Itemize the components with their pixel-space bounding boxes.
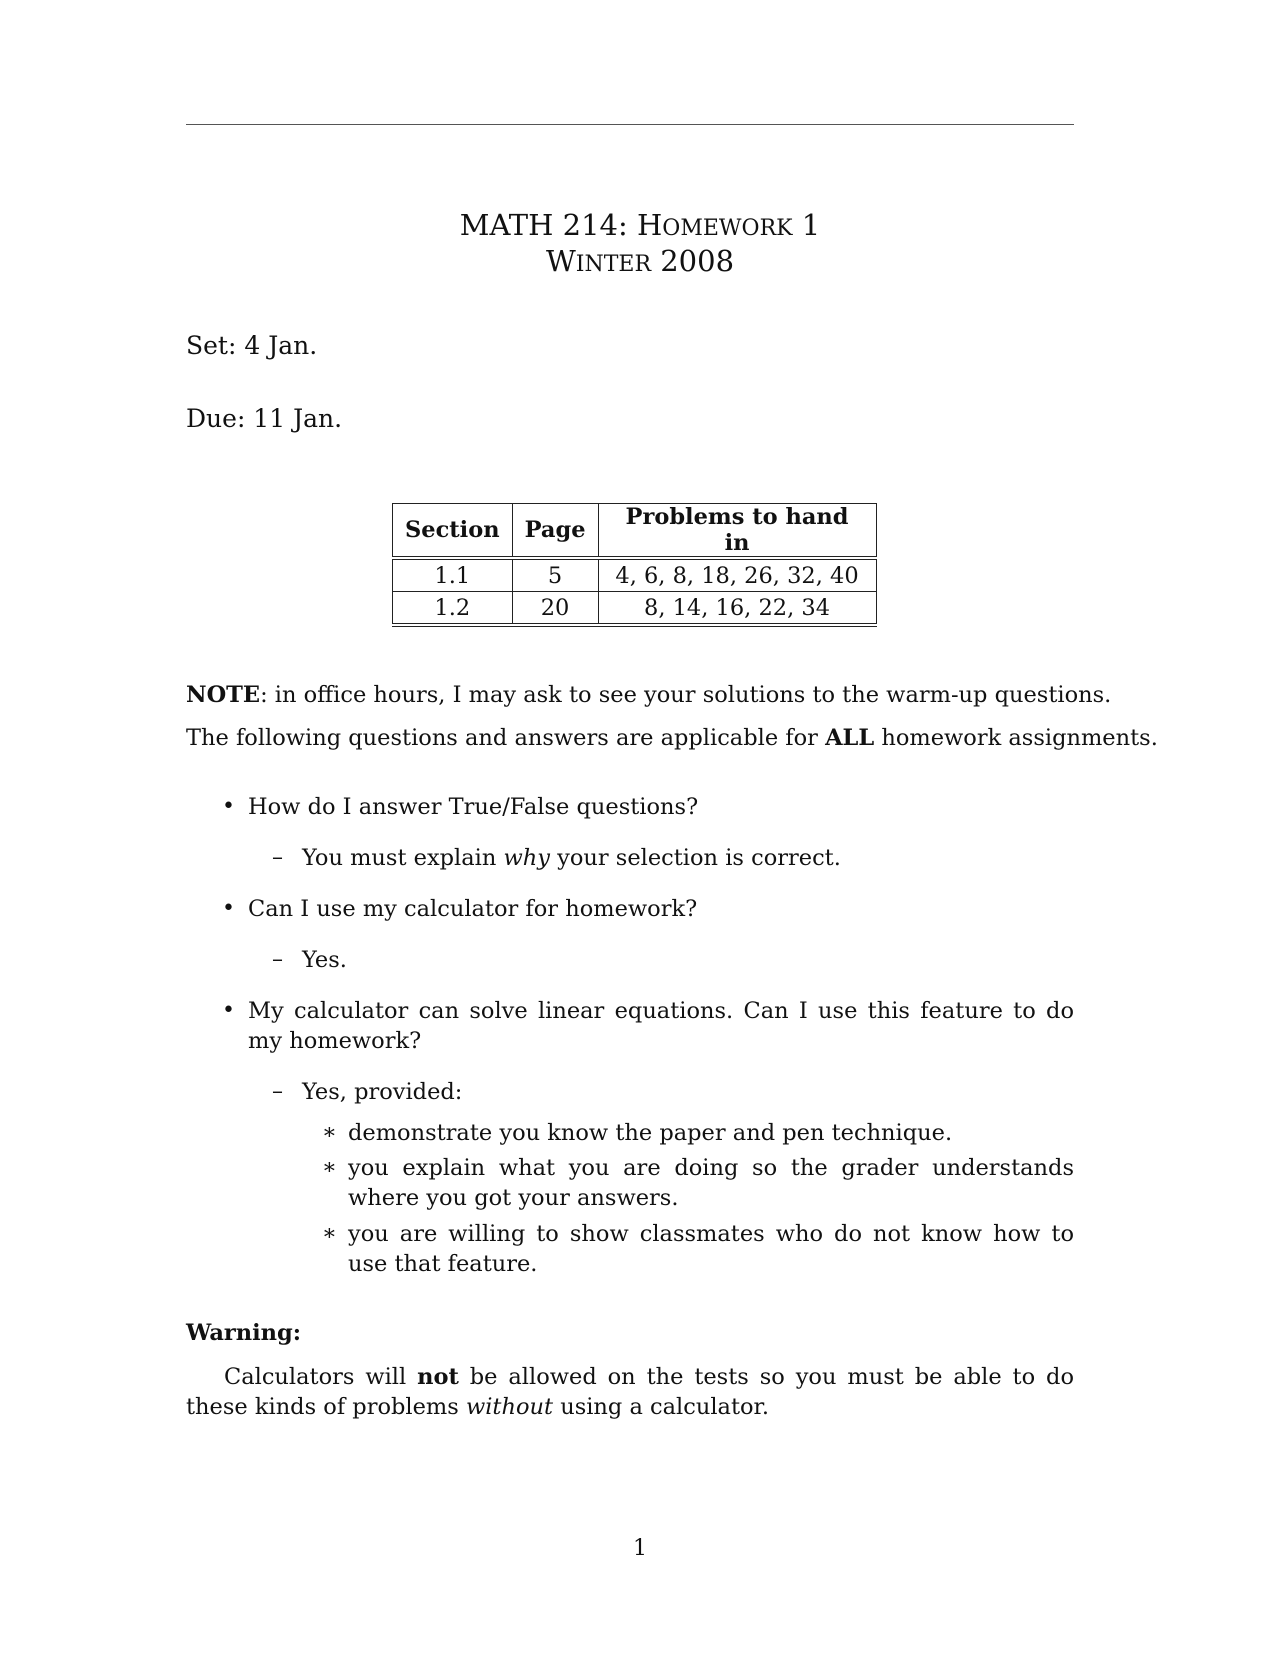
dash-icon: – (272, 1079, 283, 1104)
faq-answer-2: Yes. (302, 947, 347, 973)
condition-1: demonstrate you know the paper and pen technique. (348, 1120, 953, 1146)
note-label: NOTE (186, 682, 261, 708)
bullet-icon: • (222, 896, 235, 921)
cell-section: 1.1 (393, 558, 513, 592)
table-header-row (393, 504, 877, 559)
faq-question-3: My calculator can solve linear equations. Can I use this feature to do my homework? (248, 998, 1074, 1054)
faq-question-2: Can I use my calculator for homework? (248, 896, 698, 922)
star-icon: ∗ (322, 1221, 337, 1246)
note-paragraph: NOTE: in office hours, I may ask to see your solutions to the warm-up questions. (186, 682, 1112, 708)
bullet-icon: • (222, 998, 235, 1023)
cell-problems: 8, 14, 16, 22, 34 (598, 592, 876, 626)
bullet-icon: • (222, 794, 235, 819)
header-problems: Problems to hand in (598, 504, 876, 559)
warning-paragraph: Calculators will not be allowed on the tests so you must be able to do these kinds of problems without using a calculator. (186, 1364, 1075, 1420)
star-icon: ∗ (322, 1155, 337, 1180)
faq-question-1: How do I answer True/False questions? (248, 794, 699, 820)
faq-answer-3: Yes, provided: (302, 1079, 463, 1105)
page-number: 1 (633, 1536, 647, 1561)
table-row (393, 592, 877, 626)
dash-icon: – (272, 947, 283, 972)
header-page: Page (512, 504, 598, 559)
condition-2: you explain what you are doing so the grader understands where you got your answers. (348, 1155, 1074, 1211)
cell-page: 5 (512, 558, 598, 592)
top-rule (186, 124, 1074, 125)
faq-answer-1: You must explain why your selection is correct. (302, 845, 841, 871)
warning-heading: Warning: (186, 1320, 302, 1346)
intro-paragraph: The following questions and answers are applicable for ALL homework assignments. (186, 725, 1158, 751)
star-icon: ∗ (322, 1120, 337, 1145)
title-line-1: MATH 214: HOMEWORK 1 (459, 208, 821, 242)
problems-table (392, 503, 877, 627)
due-date: Due: 11 Jan. (186, 404, 343, 433)
cell-page: 20 (512, 592, 598, 626)
cell-section: 1.2 (393, 592, 513, 626)
title-line-2: WINTER 2008 (545, 244, 735, 278)
dash-icon: – (272, 845, 283, 870)
table-row (393, 558, 877, 592)
cell-problems: 4, 6, 8, 18, 26, 32, 40 (598, 558, 876, 592)
condition-3: you are willing to show classmates who do not know how to use that feature. (348, 1221, 1074, 1277)
set-date: Set: 4 Jan. (186, 331, 318, 360)
header-section: Section (393, 504, 513, 559)
